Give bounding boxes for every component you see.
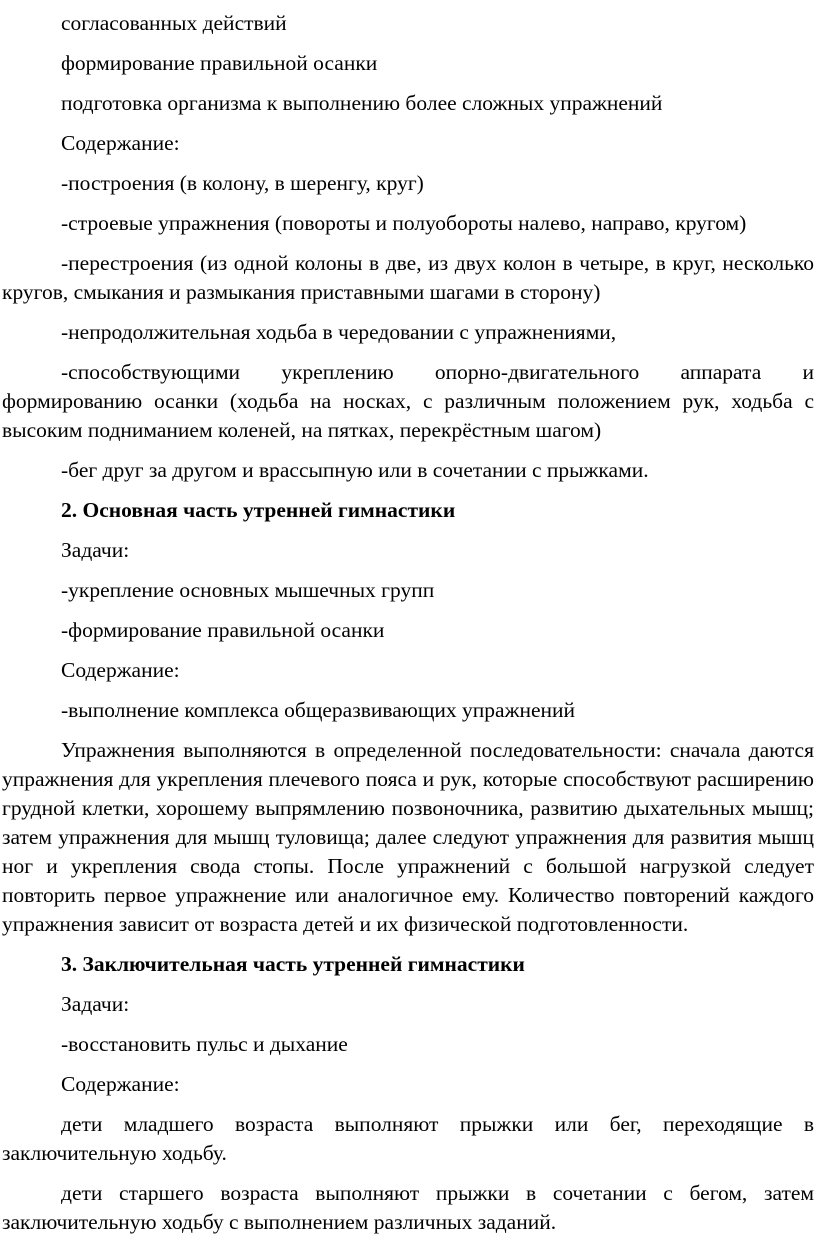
paragraph-restore-pulse: -восстановить пульс и дыхание <box>61 1032 348 1056</box>
paragraph-younger-children: дети младшего возраста выполняют прыжки или бег, переходящие в заключительную ходьбу. <box>2 1112 814 1165</box>
paragraph-tasks-label-2: Задачи: <box>61 992 130 1016</box>
paragraph-musculoskeletal: -способствующими укреплению опорно-двигательного аппарата и формированию осанки (ходьба на носках, с различным положением рук, ходьба с высоким подниманием коленей, на пятках, перекрёстным шагом) <box>2 360 814 442</box>
paragraph-content-label: Содержание: <box>61 131 180 155</box>
paragraph-tasks-label: Задачи: <box>61 538 130 562</box>
paragraph-reformations: -перестроения (из одной колоны в две, из двух колон в четыре, в круг, несколько кругов, смыкания и размыкания приставными шагами в сторону) <box>2 251 814 304</box>
paragraph-content-label-2: Содержание: <box>61 658 180 682</box>
paragraph-short-walking: -непродолжительная ходьба в чередовании с упражнениями, <box>61 320 617 344</box>
paragraph-running: -бег друг за другом и врассыпную или в сочетании с прыжками. <box>61 458 649 482</box>
paragraph-posture-formation: формирование правильной осанки <box>61 51 378 75</box>
paragraph-coordinated-actions: согласованных действий <box>61 11 287 35</box>
paragraph-formations: -построения (в колону, в шеренгу, круг) <box>61 171 424 195</box>
section-heading-final-part: 3. Заключительная часть утренней гимнастики <box>61 952 525 976</box>
paragraph-correct-posture: -формирование правильной осанки <box>61 618 385 642</box>
paragraph-exercise-complex: -выполнение комплекса общеразвивающих упражнений <box>61 698 576 722</box>
paragraph-exercise-sequence: Упражнения выполняются в определенной последовательности: сначала даются упражнения для укрепления плечевого пояса и рук, которые способствуют расширению грудной клетки, хорошему выпрямлению позвоночника, развитию дыхательных мышц; затем упражнения для мышц туловища; далее следуют упражнения для развития мышц ног и укрепления свода стопы. После упражнений с большой нагрузкой следует повторить первое упражнение или аналогичное ему. Количество повторений каждого упражнения зависит от возраста детей и их физической подготовленности. <box>2 738 814 936</box>
section-heading-main-part: 2. Основная часть утренней гимнастики <box>61 498 456 522</box>
paragraph-content-label-3: Содержание: <box>61 1072 180 1096</box>
paragraph-body-preparation: подготовка организма к выполнению более сложных упражнений <box>61 91 663 115</box>
paragraph-older-children: дети старшего возраста выполняют прыжки в сочетании с бегом, затем заключительную ходьбу с выполнением различных заданий. <box>2 1181 814 1234</box>
paragraph-muscle-groups: -укрепление основных мышечных групп <box>61 578 435 602</box>
paragraph-drill-exercises: -строевые упражнения (повороты и полуобороты налево, направо, кругом) <box>61 211 747 235</box>
